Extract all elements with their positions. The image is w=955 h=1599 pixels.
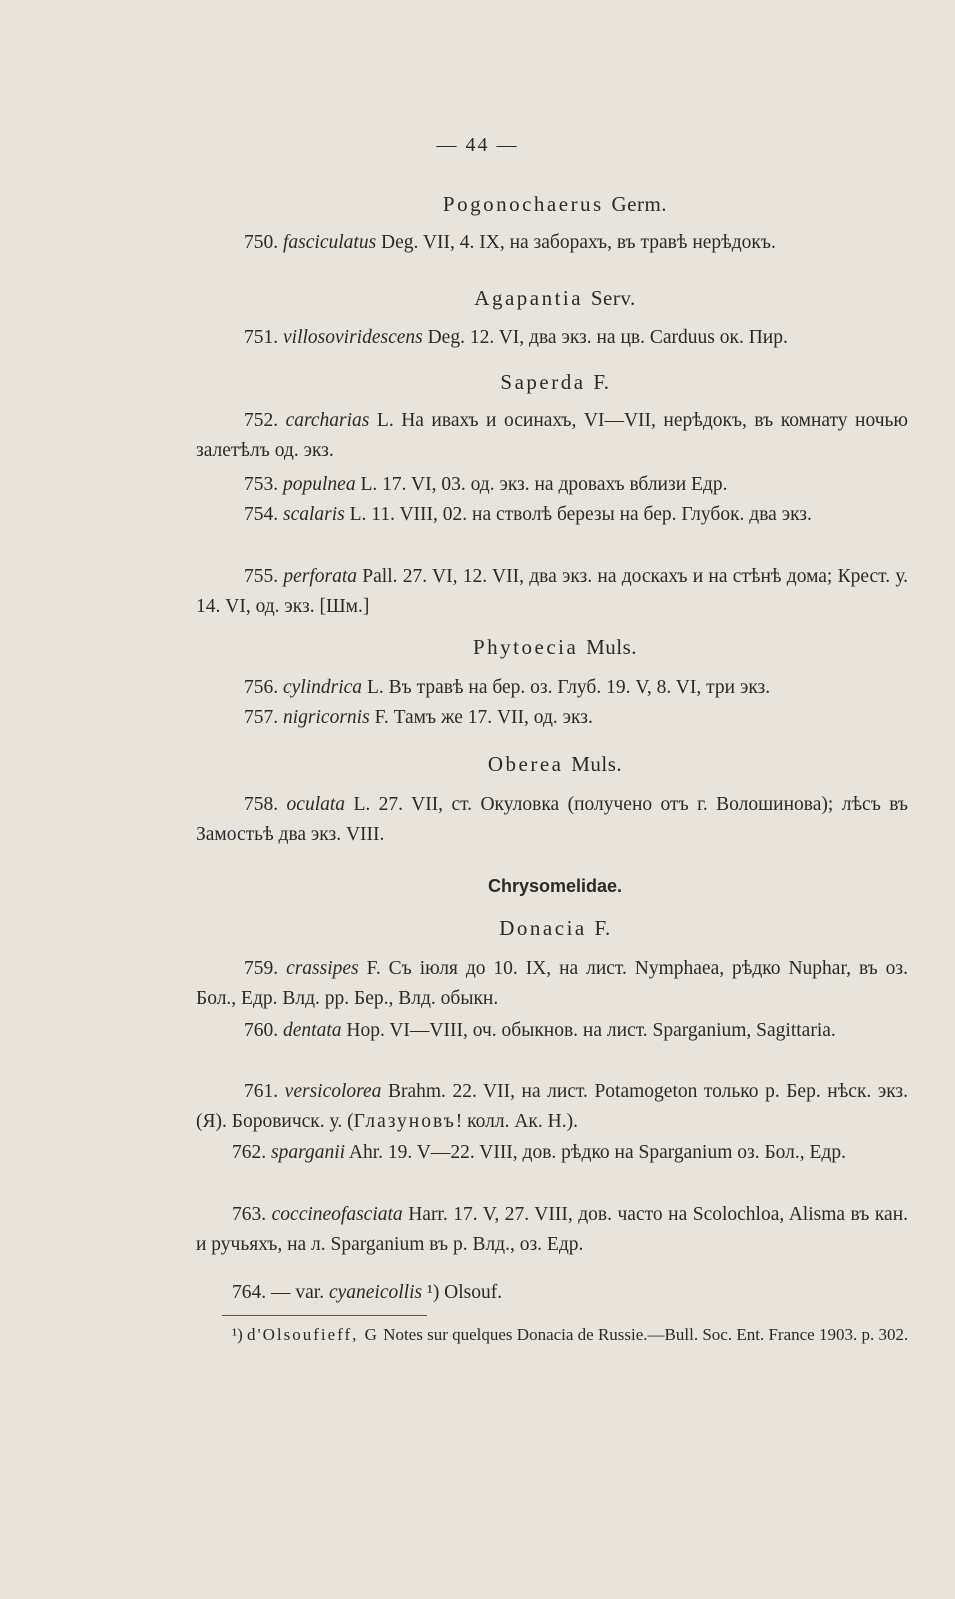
entry-number: 764. <box>232 1282 267 1303</box>
entry-text: L. 11. VIII, 02. на стволѣ березы на бер. Глубок. два экз. <box>349 504 812 525</box>
footnote-divider <box>222 1315 427 1316</box>
entry-753 <box>196 470 908 500</box>
footnote <box>190 1322 910 1348</box>
entry-number: 756. <box>244 677 279 698</box>
entry-762 <box>196 1138 908 1168</box>
entry-755 <box>196 562 908 622</box>
entry-text: L. На ивахъ и осинахъ, VI—VII, нерѣдокъ, въ комнату ночью залетѣлъ од. экз. <box>196 410 908 461</box>
genus-heading-agapantia <box>0 286 955 311</box>
species-name: sparganii <box>271 1142 346 1163</box>
entry-text: L. Въ травѣ на бер. оз. Глуб. 19. V, 8. VI, три экз. <box>366 677 771 698</box>
entry-number: 759. <box>244 958 279 979</box>
genus-name: Donacia <box>499 916 587 940</box>
species-name: cyaneicollis <box>328 1282 423 1303</box>
entry-752 <box>196 406 908 466</box>
genus-author: F. <box>593 370 610 394</box>
entry-750 <box>196 228 908 258</box>
species-name: cylindrica <box>283 677 363 698</box>
footnote-author: d'Olsoufieff, G <box>247 1325 379 1344</box>
genus-author: Muls. <box>571 752 623 776</box>
genus-name: Phytoecia <box>473 635 579 659</box>
entry-number: 763. <box>232 1204 267 1225</box>
species-name: villosoviridescens <box>283 327 423 348</box>
entry-number: 753. <box>244 474 279 495</box>
genus-heading-pogonochaerus <box>0 192 955 217</box>
entry-text: Brahm. 22. VII, на лист. Potamogeton только р. Бер. нѣск. экз. (Я). Боровичск. у. ( <box>196 1081 908 1132</box>
entry-text: Deg. VII, 4. IX, на заборахъ, въ травѣ нерѣдокъ. <box>381 232 776 253</box>
genus-name: Agapantia <box>474 286 584 310</box>
entry-text: Harr. 17. V, 27. VIII, дов. часто на Scolochloa, Alisma въ кан. и ручьяхъ, на л. Sparganium въ р. Влд., оз. Едр. <box>196 1204 908 1255</box>
entry-757 <box>196 703 908 733</box>
footnote-mark: ¹) <box>232 1325 243 1344</box>
entry-text: F. Съ іюля до 10. IX, на лист. Nymphaea, рѣдко Nuphar, въ оз. Бол., Едр. Влд. рр. Бер., Влд. обыкн. <box>196 958 909 1009</box>
genus-author: Germ. <box>611 192 668 216</box>
genus-heading-oberea <box>0 752 955 777</box>
entry-number: 752. <box>244 410 279 431</box>
entry-758 <box>196 790 908 850</box>
entry-number: 750. <box>244 232 279 253</box>
entry-764 <box>196 1278 908 1308</box>
genus-name: Saperda <box>500 370 586 394</box>
species-name: oculata <box>286 794 346 815</box>
genus-author: Serv. <box>590 286 636 310</box>
species-name: coccineofasciata <box>271 1204 403 1225</box>
entry-759 <box>196 954 908 1014</box>
species-name: dentata <box>283 1020 342 1041</box>
species-name: versicolorea <box>284 1081 382 1102</box>
entry-number: 757. <box>244 707 279 728</box>
species-name: populnea <box>283 474 356 495</box>
entry-text: L. 17. VI, 03. од. экз. на дровахъ вблизи Едр. <box>360 474 728 495</box>
entry-763 <box>196 1200 908 1260</box>
species-name: nigricornis <box>283 707 370 728</box>
genus-name: Pogonochaerus <box>442 192 604 216</box>
genus-heading-donacia <box>0 916 955 941</box>
entry-760 <box>196 1016 908 1046</box>
genus-name: Oberea <box>487 752 564 776</box>
species-name: crassipes <box>286 958 359 979</box>
entry-number: 755. <box>244 566 279 587</box>
entry-text: Hop. VI—VIII, оч. обыкнов. на лист. Sparganium, Sagittaria. <box>346 1020 836 1041</box>
entry-number: 762. <box>232 1142 267 1163</box>
species-name: scalaris <box>283 504 345 525</box>
entry-text: ¹) Olsouf. <box>426 1282 503 1303</box>
species-name: fasciculatus <box>283 232 377 253</box>
entry-761 <box>196 1077 908 1137</box>
entry-text: Ahr. 19. V—22. VIII, дов. рѣдко на Sparganium оз. Бол., Едр. <box>348 1142 846 1163</box>
family-heading: Chrysomelidae. <box>487 876 623 896</box>
species-name: carcharias <box>285 410 370 431</box>
entry-number: 758. <box>244 794 279 815</box>
entry-754 <box>196 500 908 530</box>
entry-number: 754. <box>244 504 279 525</box>
entry-751 <box>196 323 908 353</box>
entry-text: Deg. 12. VI, два экз. на цв. Carduus ок. Пир. <box>427 327 788 348</box>
species-name: perforata <box>283 566 358 587</box>
entry-dash: — var. <box>271 1282 325 1303</box>
genus-heading-saperda <box>0 370 955 395</box>
entry-text: Pall. 27. VI, 12. VII, два экз. на доскахъ и на стѣнѣ дома; Крест. у. 14. VI, од. экз. [Шм.] <box>196 566 909 617</box>
genus-heading-phytoecia <box>0 635 955 660</box>
collector-name: Глазуновъ <box>353 1111 456 1132</box>
page-number: — 44 — <box>436 134 519 156</box>
entry-number: 760. <box>244 1020 279 1041</box>
genus-author: F. <box>594 916 611 940</box>
entry-number: 761. <box>244 1081 279 1102</box>
entry-756 <box>196 673 908 703</box>
entry-text-end: ! колл. Ак. Н.). <box>455 1111 578 1132</box>
genus-author: Muls. <box>586 635 637 659</box>
entry-text: L. 27. VII, ст. Окуловка (получено отъ г. Волошинова); лѣсъ въ Замостьѣ два экз. VIII. <box>196 794 909 845</box>
entry-text: F. Тамъ же 17. VII, од. экз. <box>374 707 593 728</box>
footnote-text: Notes sur quelques Donacia de Russie.—Bull. Soc. Ent. France 1903. p. 302. <box>383 1325 909 1344</box>
entry-number: 751. <box>244 327 279 348</box>
